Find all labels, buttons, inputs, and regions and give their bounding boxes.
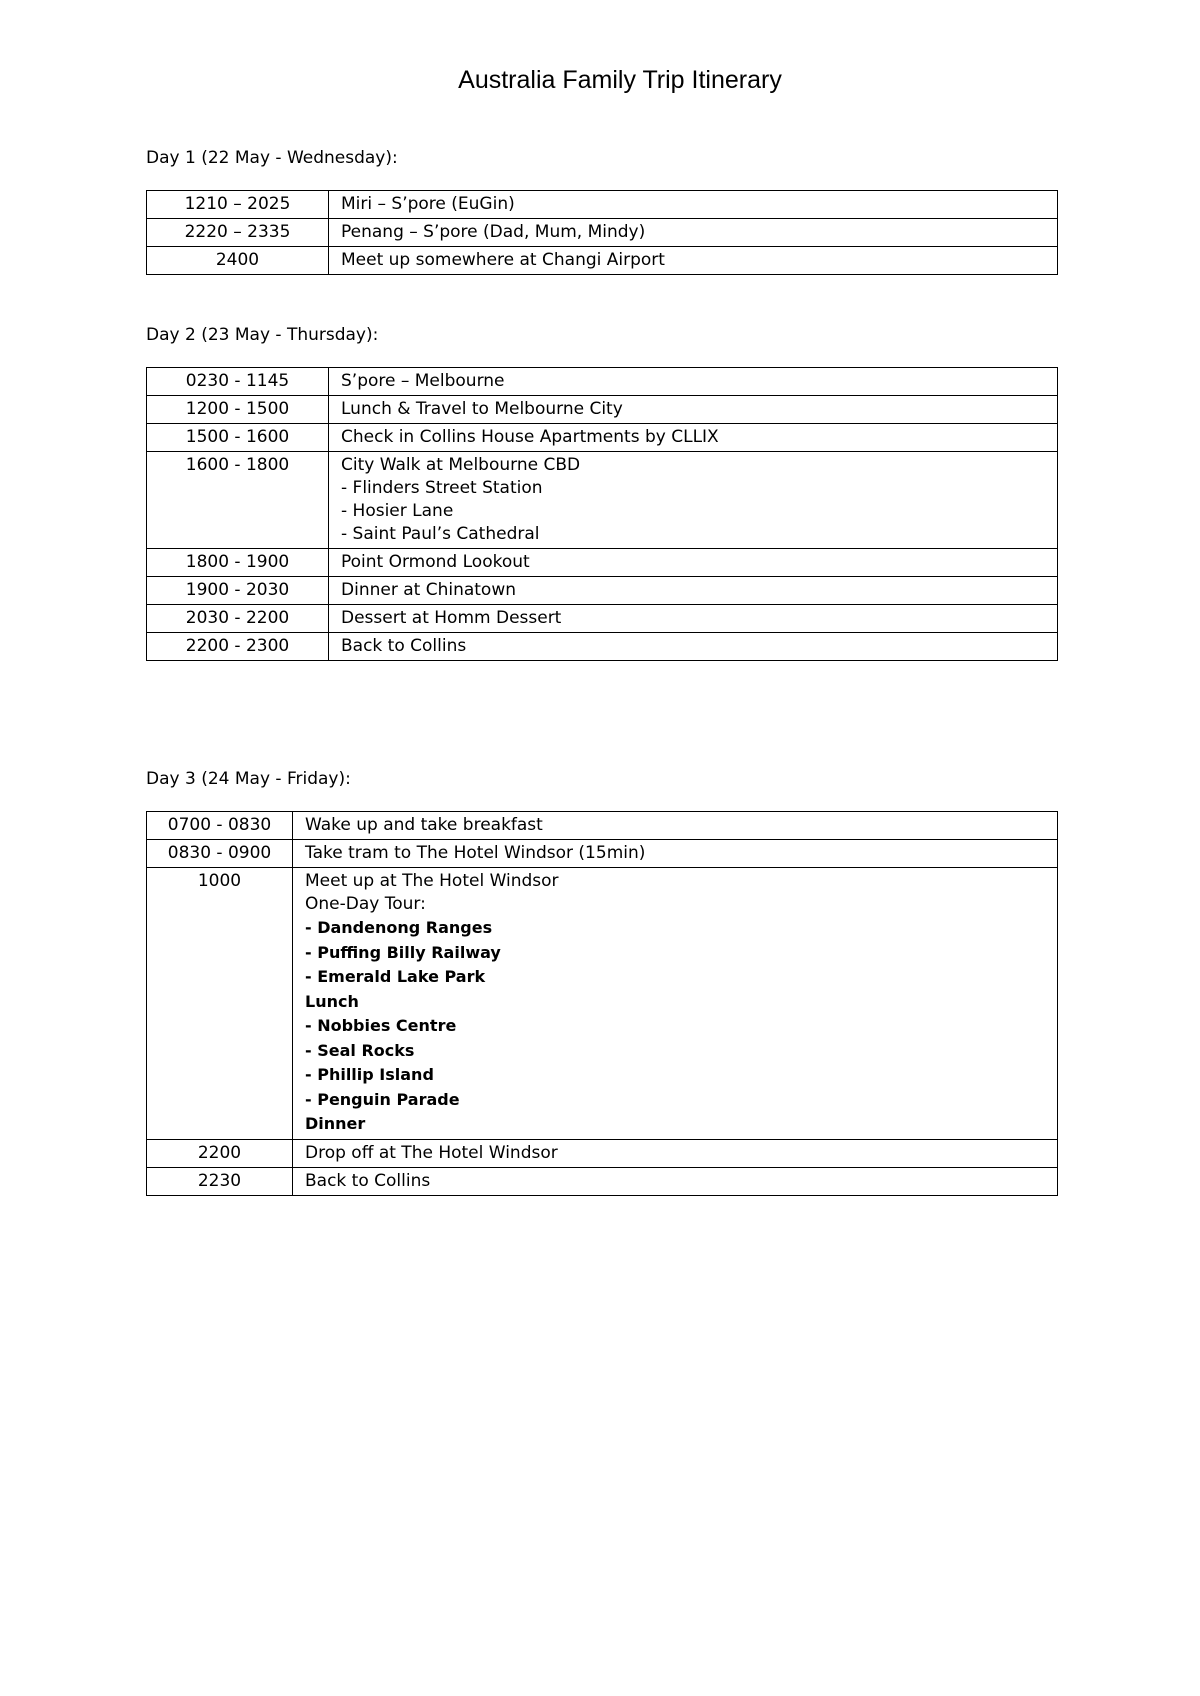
page-title: Australia Family Trip Itinerary <box>458 66 782 94</box>
activity-title: City Walk at Melbourne CBD <box>341 455 581 475</box>
time-cell: 1600 - 1800 <box>147 452 329 549</box>
stop-item: - Hosier Lane <box>341 501 454 521</box>
table-row <box>147 247 1058 275</box>
time-cell: 0700 - 0830 <box>147 812 293 840</box>
day-2-heading: Day 2 (23 May - Thursday): <box>146 325 379 345</box>
time-cell: 1210 – 2025 <box>147 191 329 219</box>
tour-label: One-Day Tour: <box>305 894 426 914</box>
activity-cell <box>293 868 1058 1140</box>
activity-cell: Check in Collins House Apartments by CLLIX <box>329 424 1058 452</box>
table-row <box>147 1167 1058 1195</box>
table-row <box>147 1139 1058 1167</box>
activity-cell: Miri – S’pore (EuGin) <box>329 191 1058 219</box>
tour-item: - Puffing Billy Railway <box>305 942 501 962</box>
table-row <box>147 452 1058 549</box>
table-row <box>147 368 1058 396</box>
activity-cell: Penang – S’pore (Dad, Mum, Mindy) <box>329 219 1058 247</box>
activity-cell: Take tram to The Hotel Windsor (15min) <box>293 840 1058 868</box>
table-row <box>147 577 1058 605</box>
table-row <box>147 219 1058 247</box>
table-row <box>147 840 1058 868</box>
activity-cell: Back to Collins <box>329 633 1058 661</box>
table-row <box>147 868 1058 1140</box>
table-row <box>147 605 1058 633</box>
activity-cell: Wake up and take breakfast <box>293 812 1058 840</box>
time-cell: 2230 <box>147 1167 293 1195</box>
activity-cell: Drop off at The Hotel Windsor <box>293 1139 1058 1167</box>
activity-cell: Back to Collins <box>293 1167 1058 1195</box>
activity-title: Meet up at The Hotel Windsor <box>305 871 559 891</box>
time-cell: 2220 – 2335 <box>147 219 329 247</box>
tour-item: - Emerald Lake Park <box>305 967 486 986</box>
time-cell: 1900 - 2030 <box>147 577 329 605</box>
stop-item: - Saint Paul’s Cathedral <box>341 524 540 544</box>
tour-item: Dinner <box>305 1114 366 1133</box>
activity-cell <box>329 452 1058 549</box>
day-3-schedule-table <box>146 811 1058 1196</box>
time-cell: 1500 - 1600 <box>147 424 329 452</box>
table-row <box>147 549 1058 577</box>
time-cell: 1000 <box>147 868 293 1140</box>
tour-item: - Seal Rocks <box>305 1040 415 1060</box>
activity-cell: Dinner at Chinatown <box>329 577 1058 605</box>
time-cell: 0830 - 0900 <box>147 840 293 868</box>
time-cell: 0230 - 1145 <box>147 368 329 396</box>
tour-item: Lunch <box>305 991 359 1011</box>
tour-item: - Penguin Parade <box>305 1089 460 1109</box>
tour-item: - Nobbies Centre <box>305 1016 457 1035</box>
time-cell: 2200 - 2300 <box>147 633 329 661</box>
activity-cell: S’pore – Melbourne <box>329 368 1058 396</box>
time-cell: 1800 - 1900 <box>147 549 329 577</box>
activity-cell: Dessert at Homm Dessert <box>329 605 1058 633</box>
activity-cell: Lunch & Travel to Melbourne City <box>329 396 1058 424</box>
tour-item: - Dandenong Ranges <box>305 918 493 937</box>
table-row <box>147 396 1058 424</box>
time-cell: 2030 - 2200 <box>147 605 329 633</box>
day-2-schedule-table <box>146 367 1058 661</box>
day-1-heading: Day 1 (22 May - Wednesday): <box>146 148 398 168</box>
tour-item: - Phillip Island <box>305 1065 434 1084</box>
table-row <box>147 424 1058 452</box>
table-row <box>147 812 1058 840</box>
table-row <box>147 191 1058 219</box>
activity-cell: Point Ormond Lookout <box>329 549 1058 577</box>
day-1-schedule-table <box>146 190 1058 275</box>
activity-cell: Meet up somewhere at Changi Airport <box>329 247 1058 275</box>
day-3-heading: Day 3 (24 May - Friday): <box>146 769 351 789</box>
time-cell: 1200 - 1500 <box>147 396 329 424</box>
time-cell: 2400 <box>147 247 329 275</box>
table-row <box>147 633 1058 661</box>
time-cell: 2200 <box>147 1139 293 1167</box>
stop-item: - Flinders Street Station <box>341 478 543 498</box>
